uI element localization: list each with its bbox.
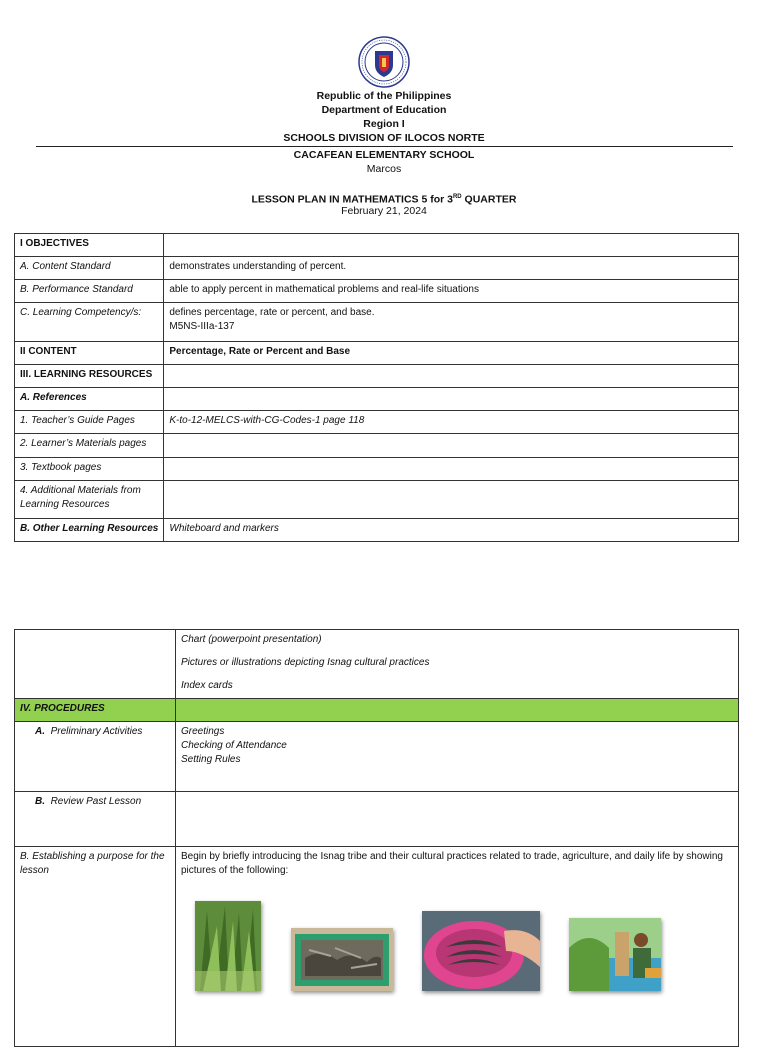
other-resources-label: B. Other Learning Resources: [15, 519, 164, 542]
other-resources-value: Whiteboard and markers: [164, 519, 739, 542]
references-value: [164, 388, 739, 411]
table-row: [15, 411, 739, 434]
table-row: [15, 365, 739, 388]
resource-item-index-cards: Index cards: [181, 680, 233, 691]
lesson-plan-table-1: [14, 233, 739, 542]
table-row: [15, 234, 739, 257]
table-row: [15, 792, 739, 847]
resources-continued-value: [176, 630, 739, 699]
lesson-plan-table-2: [14, 629, 739, 1047]
setting-rules-item: Setting Rules: [181, 754, 241, 765]
vegetables-photo: [195, 901, 261, 991]
competency-label: C. Learning Competency/s:: [15, 303, 164, 342]
harvest-photo: [569, 918, 661, 991]
resource-item-pictures: Pictures or illustrations depicting Isnag cultural practices: [181, 657, 430, 668]
deped-seal-logo: [358, 36, 410, 88]
table-row: [15, 257, 739, 280]
content-label: II CONTENT: [15, 342, 164, 365]
teachers-guide-value: K-to-12-MELCS-with-CG-Codes-1 page 118: [164, 411, 739, 434]
table-row: [15, 519, 739, 542]
header-region: Region I: [363, 118, 405, 130]
resources-value: [164, 365, 739, 388]
shrimp-basin-photo: [422, 911, 540, 991]
table-row: [15, 303, 739, 342]
header-divider: [36, 146, 733, 147]
competency-value: [164, 303, 739, 342]
textbook-label: 3. Textbook pages: [15, 458, 164, 481]
additional-materials-label: 4. Additional Materials from Learning Resources: [15, 481, 164, 519]
review-past-lesson-label: B. Review Past Lesson: [15, 792, 176, 847]
header-town: Marcos: [366, 163, 402, 175]
objectives-label: I OBJECTIVES: [15, 234, 164, 257]
table-row: [15, 434, 739, 458]
plan-date: February 21, 2024: [341, 205, 427, 217]
header-department: Department of Education: [321, 104, 447, 116]
table-row: [15, 699, 739, 722]
table-row: [15, 388, 739, 411]
resource-item-chart: Chart (powerpoint presentation): [181, 634, 322, 645]
performance-standard-label: B. Performance Standard: [15, 280, 164, 303]
procedures-label: IV. PROCEDURES: [15, 699, 176, 722]
preliminary-activities-label: A. Preliminary Activities: [15, 722, 176, 792]
resources-continued-label: [15, 630, 176, 699]
table-row: [15, 481, 739, 519]
performance-standard-value: able to apply percent in mathematical problems and real-life situations: [164, 280, 739, 303]
learners-materials-label: 2. Learner’s Materials pages: [15, 434, 164, 458]
photo-strip: [181, 898, 733, 1008]
content-standard-value: demonstrates understanding of percent.: [164, 257, 739, 280]
greetings-item: Greetings: [181, 726, 225, 737]
competency-text: defines percentage, rate or percent, and base.: [169, 307, 375, 318]
header-republic: Republic of the Philippines: [316, 90, 452, 102]
table-row: [15, 342, 739, 365]
competency-code: M5NS-IIIa-137: [169, 321, 235, 332]
fish-basin-photo: [291, 928, 393, 991]
table-row: [15, 630, 739, 699]
table-row: [15, 847, 739, 1047]
content-value: Percentage, Rate or Percent and Base: [164, 342, 739, 365]
table-row: [15, 458, 739, 481]
content-standard-label: A. Content Standard: [15, 257, 164, 280]
review-past-lesson-value: [176, 792, 739, 847]
resources-label: III. LEARNING RESOURCES: [15, 365, 164, 388]
textbook-value: [164, 458, 739, 481]
procedures-value: [176, 699, 739, 722]
header-school: CACAFEAN ELEMENTARY SCHOOL: [293, 149, 475, 161]
header-division: SCHOOLS DIVISION OF ILOCOS NORTE: [283, 132, 485, 144]
teachers-guide-label: 1. Teacher’s Guide Pages: [15, 411, 164, 434]
objectives-value: [164, 234, 739, 257]
purpose-text: Begin by briefly introducing the Isnag tribe and their cultural practices related to trade, agriculture, and daily life by showing pictures of the following:: [181, 851, 723, 876]
learners-materials-value: [164, 434, 739, 458]
table-row: [15, 722, 739, 792]
purpose-label: B. Establishing a purpose for the lesson: [15, 847, 176, 1047]
preliminary-activities-value: [176, 722, 739, 792]
table-row: [15, 280, 739, 303]
purpose-value: [176, 847, 739, 1047]
references-label: A. References: [15, 388, 164, 411]
additional-materials-value: [164, 481, 739, 519]
plan-title: LESSON PLAN IN MATHEMATICS 5 for 3RD QUARTER: [251, 193, 517, 206]
attendance-item: Checking of Attendance: [181, 740, 287, 751]
